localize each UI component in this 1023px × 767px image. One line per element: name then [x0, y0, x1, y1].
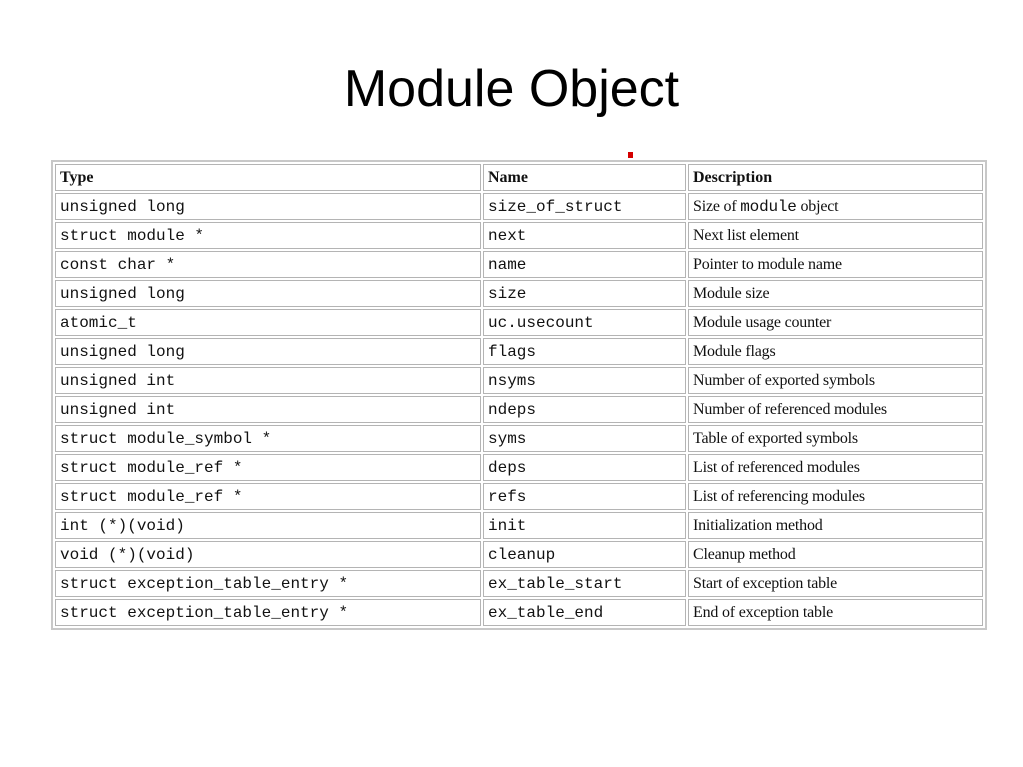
table-row: [55, 512, 983, 539]
column-header-type: Type: [55, 164, 481, 191]
description-text: object: [796, 197, 839, 215]
type-cell: unsigned int: [55, 367, 481, 394]
description-cell: Next list element: [688, 222, 983, 249]
name-cell: deps: [483, 454, 686, 481]
description-cell: Pointer to module name: [688, 251, 983, 278]
table-row: [55, 280, 983, 307]
name-cell: ex_table_end: [483, 599, 686, 626]
module-object-table: [51, 160, 987, 630]
description-cell: End of exception table: [688, 599, 983, 626]
name-cell: flags: [483, 338, 686, 365]
name-cell: cleanup: [483, 541, 686, 568]
red-mark: [628, 152, 633, 158]
type-cell: struct module_ref *: [55, 483, 481, 510]
description-cell: Start of exception table: [688, 570, 983, 597]
description-cell: Module flags: [688, 338, 983, 365]
type-cell: atomic_t: [55, 309, 481, 336]
table-row: [55, 541, 983, 568]
description-cell: Initialization method: [688, 512, 983, 539]
description-cell: Module size: [688, 280, 983, 307]
table-row: [55, 309, 983, 336]
name-cell: name: [483, 251, 686, 278]
table-row: [55, 570, 983, 597]
table-row: [55, 396, 983, 423]
description-cell: Module usage counter: [688, 309, 983, 336]
table-row: [55, 338, 983, 365]
module-table: [53, 162, 985, 628]
name-cell: ex_table_start: [483, 570, 686, 597]
table-header-row: [55, 164, 983, 191]
name-cell: syms: [483, 425, 686, 452]
type-cell: unsigned int: [55, 396, 481, 423]
name-cell: next: [483, 222, 686, 249]
description-cell: Table of exported symbols: [688, 425, 983, 452]
name-cell: init: [483, 512, 686, 539]
description-cell: Number of referenced modules: [688, 396, 983, 423]
table-row: [55, 599, 983, 626]
description-cell: [688, 193, 983, 220]
table-row: [55, 251, 983, 278]
description-cell: Cleanup method: [688, 541, 983, 568]
type-cell: const char *: [55, 251, 481, 278]
description-cell: List of referencing modules: [688, 483, 983, 510]
description-text: Size of: [693, 197, 741, 215]
name-cell: size: [483, 280, 686, 307]
type-cell: struct exception_table_entry *: [55, 570, 481, 597]
type-cell: struct module_ref *: [55, 454, 481, 481]
type-cell: unsigned long: [55, 338, 481, 365]
name-cell: uc.usecount: [483, 309, 686, 336]
name-cell: ndeps: [483, 396, 686, 423]
slide-title: Module Object: [343, 60, 680, 118]
name-cell: nsyms: [483, 367, 686, 394]
type-cell: unsigned long: [55, 280, 481, 307]
table-row: [55, 454, 983, 481]
table-row: [55, 222, 983, 249]
table-row: [55, 425, 983, 452]
type-cell: struct module *: [55, 222, 481, 249]
description-cell: List of referenced modules: [688, 454, 983, 481]
type-cell: struct module_symbol *: [55, 425, 481, 452]
table-row: [55, 193, 983, 220]
name-cell: refs: [483, 483, 686, 510]
type-cell: void (*)(void): [55, 541, 481, 568]
table-row: [55, 483, 983, 510]
description-code: module: [740, 197, 797, 216]
table-row: [55, 367, 983, 394]
description-cell: Number of exported symbols: [688, 367, 983, 394]
type-cell: int (*)(void): [55, 512, 481, 539]
type-cell: unsigned long: [55, 193, 481, 220]
name-cell: size_of_struct: [483, 193, 686, 220]
column-header-name: Name: [483, 164, 686, 191]
column-header-description: Description: [688, 164, 983, 191]
type-cell: struct exception_table_entry *: [55, 599, 481, 626]
